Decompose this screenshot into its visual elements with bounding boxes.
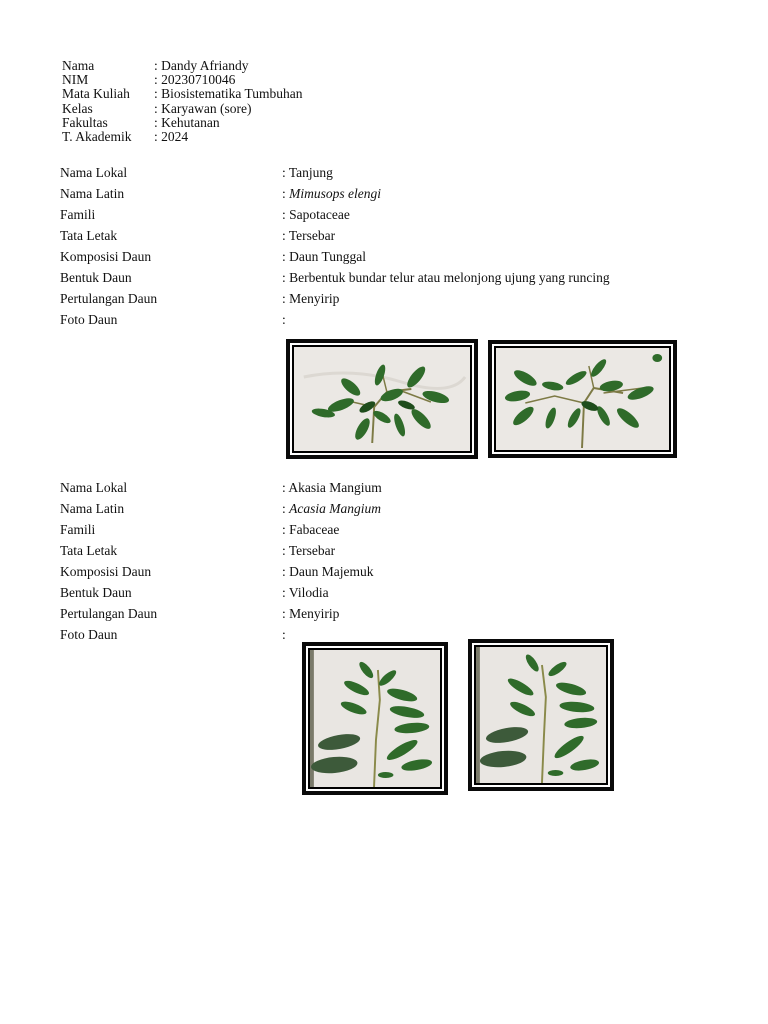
field-label: Nama Lokal	[60, 164, 128, 180]
leaf-branch-image	[496, 348, 669, 450]
latin-name: Mimusops elengi	[289, 185, 382, 201]
field-row	[60, 289, 740, 310]
plant-entry-tanjung	[60, 162, 740, 331]
field-row	[60, 498, 740, 519]
field-value: : Menyirip	[282, 291, 340, 307]
info-value: : Dandy Afriandy	[154, 58, 249, 73]
student-info	[62, 59, 303, 144]
info-value: : Kehutanan	[154, 114, 220, 130]
field-value	[282, 186, 381, 202]
leaf-photo	[286, 339, 478, 459]
leaf-branch-image	[294, 347, 470, 451]
field-row	[60, 162, 740, 183]
field-value: : Vilodia	[282, 585, 329, 601]
field-label: Pertulangan Daun	[60, 606, 158, 622]
field-row	[60, 477, 740, 498]
field-label: Nama Latin	[60, 185, 125, 201]
field-label: Tata Letak	[60, 227, 118, 243]
field-value: : Sapotaceae	[282, 206, 350, 222]
field-value: : Akasia Mangium	[282, 479, 382, 495]
field-value: : Daun Majemuk	[282, 563, 374, 579]
field-value: : Tersebar	[282, 227, 336, 243]
info-value: : 20230710046	[154, 72, 236, 88]
leaf-branch-image	[310, 650, 440, 787]
field-label: Famili	[60, 206, 96, 222]
field-row	[60, 540, 740, 561]
field-row	[60, 582, 740, 603]
info-label: Fakultas	[62, 114, 108, 130]
info-value: : Biosistematika Tumbuhan	[154, 86, 303, 102]
field-prefix: :	[282, 500, 290, 516]
info-row-fakultas	[62, 116, 303, 130]
field-value: : Tanjung	[282, 164, 333, 180]
info-value: : Karyawan (sore)	[154, 100, 252, 116]
field-label: Famili	[60, 521, 96, 537]
latin-name: Acasia Mangium	[289, 500, 382, 516]
field-label: Bentuk Daun	[60, 585, 132, 601]
field-row	[60, 204, 740, 225]
plant-entry-akasia-mangium	[60, 477, 740, 646]
field-label: Foto Daun	[60, 627, 118, 643]
field-row	[60, 267, 740, 288]
field-value	[282, 501, 381, 517]
leaf-photo	[488, 340, 677, 458]
info-value: : 2024	[154, 129, 189, 145]
info-row-mata-kuliah	[62, 87, 303, 101]
field-value: : Menyirip	[282, 606, 340, 622]
info-label: T. Akademik	[62, 129, 132, 145]
leaf-photo	[302, 642, 448, 795]
field-label: Komposisi Daun	[60, 248, 152, 264]
field-value: : Tersebar	[282, 542, 336, 558]
field-row	[60, 519, 740, 540]
field-value: :	[282, 627, 286, 643]
field-label: Komposisi Daun	[60, 563, 152, 579]
info-label: Mata Kuliah	[62, 86, 130, 102]
info-row-tahun-akademik	[62, 130, 303, 144]
field-label: Pertulangan Daun	[60, 291, 158, 307]
leaf-photo	[468, 639, 614, 791]
info-label: Nama	[62, 58, 95, 73]
field-row	[60, 246, 740, 267]
info-label: Kelas	[62, 100, 93, 116]
field-label: Foto Daun	[60, 312, 118, 328]
field-row	[60, 225, 740, 246]
info-label: NIM	[62, 72, 89, 88]
field-label: Tata Letak	[60, 542, 118, 558]
field-label: Nama Latin	[60, 500, 125, 516]
field-row	[60, 561, 740, 582]
field-value: : Fabaceae	[282, 521, 340, 537]
info-row-nim	[62, 73, 303, 87]
field-row	[60, 183, 740, 204]
info-row-kelas	[62, 102, 303, 116]
field-prefix: :	[282, 185, 290, 201]
info-row-nama	[62, 59, 303, 73]
field-row	[60, 604, 740, 625]
field-row	[60, 310, 740, 331]
field-value: : Daun Tunggal	[282, 248, 367, 264]
leaf-branch-image	[476, 647, 606, 783]
field-label: Nama Lokal	[60, 479, 128, 495]
field-value: : Berbentuk bundar telur atau melonjong ujung yang runcing	[282, 270, 610, 286]
field-value: :	[282, 312, 286, 328]
field-label: Bentuk Daun	[60, 270, 132, 286]
